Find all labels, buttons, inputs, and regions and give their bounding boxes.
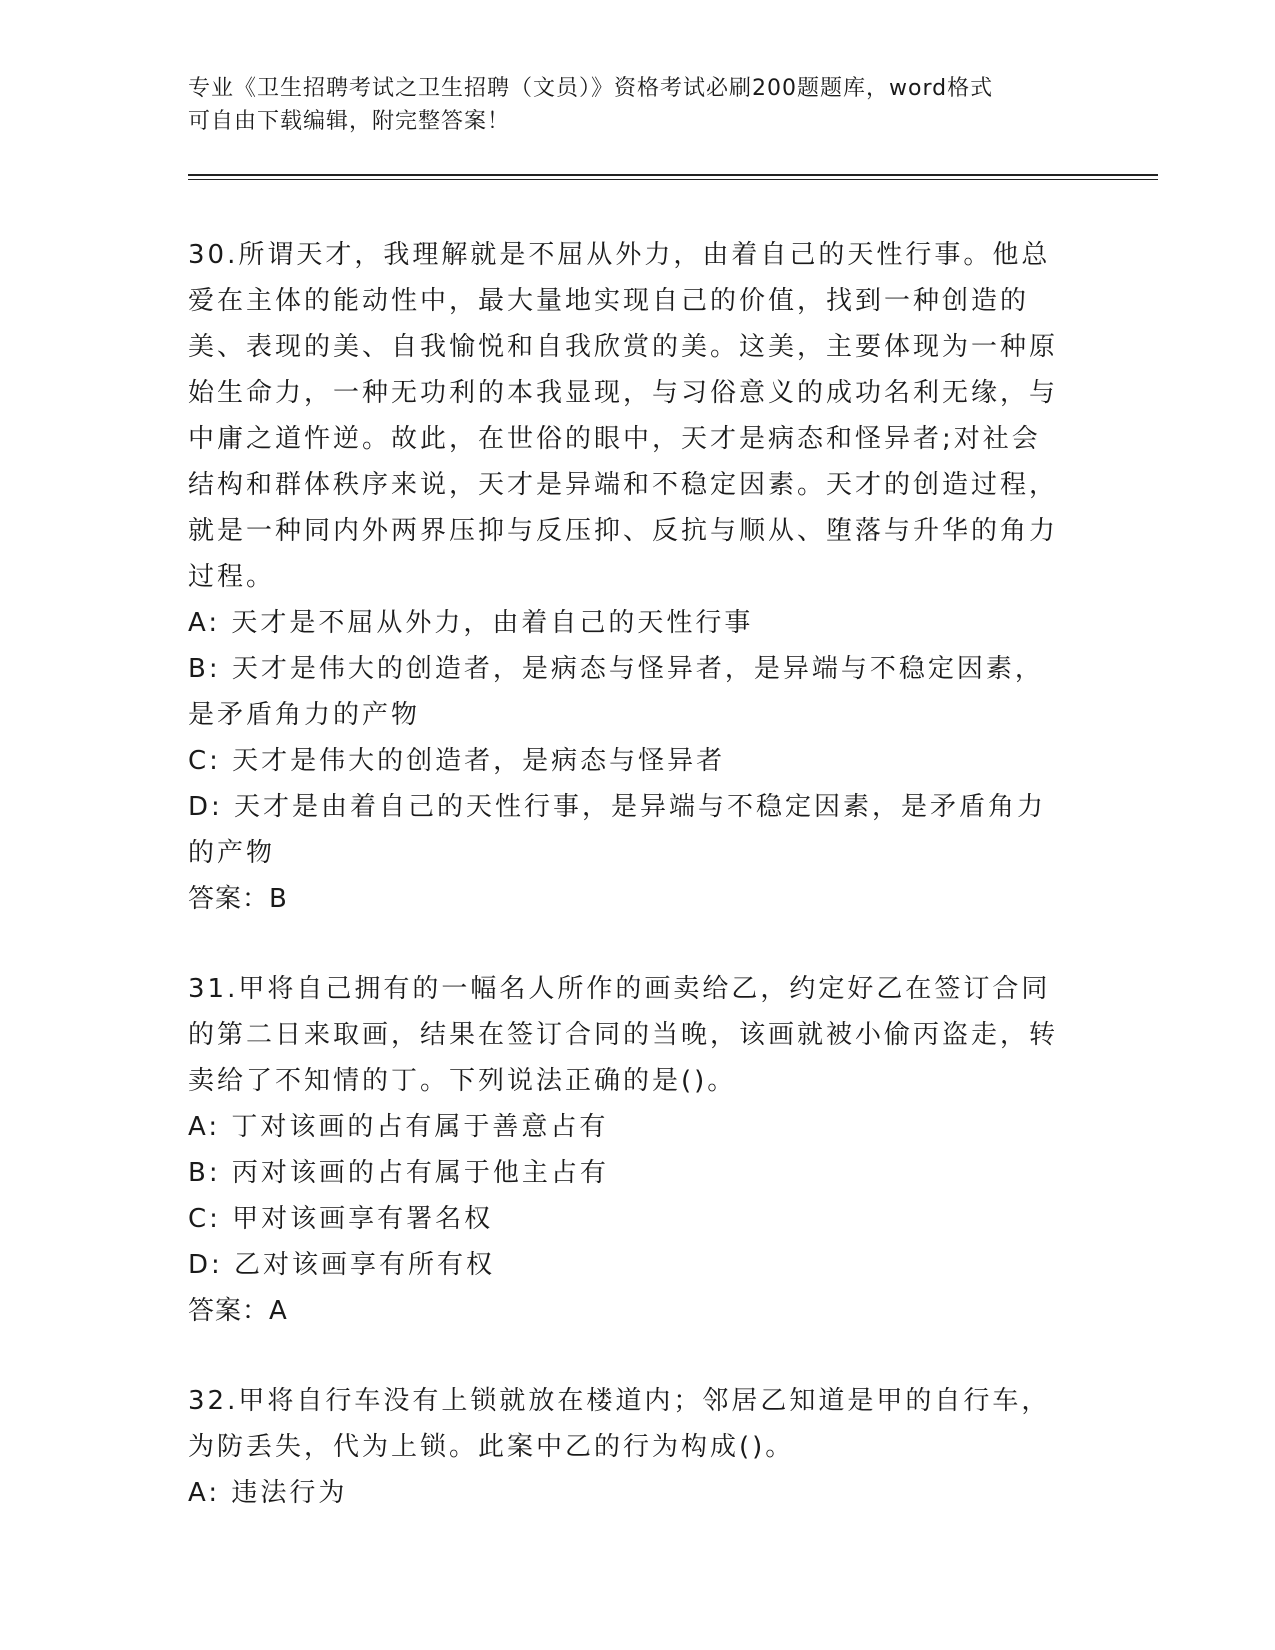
answer-label: 答案：A [188, 1296, 288, 1326]
option-a: A: 违法行为 [188, 1478, 348, 1508]
header-title-line-1: 专业《卫生招聘考试之卫生招聘（文员）》资格考试必刷200题题库，word格式 [188, 76, 994, 101]
option-c: C: 甲对该画享有署名权 [188, 1204, 494, 1234]
document-header [188, 72, 1088, 138]
option-d: D: 天才是由着自己的天性行事，是异端与不稳定因素，是矛盾角力的产物 [188, 792, 1047, 868]
answer-label: 答案：B [188, 884, 288, 914]
option-b: B: 丙对该画的占有属于他主占有 [188, 1158, 609, 1188]
option-a: A: 丁对该画的占有属于善意占有 [188, 1112, 609, 1142]
question-text: 31.甲将自己拥有的一幅名人所作的画卖给乙，约定好乙在签订合同的第二日来取画，结果在签订合同的当晚，该画就被小偷丙盗走，转卖给了不知情的丁。下列说法正确的是()。 [188, 974, 1059, 1096]
question-text: 30.所谓天才，我理解就是不屈从外力，由着自己的天性行事。他总爱在主体的能动性中，最大量地实现自己的价值，找到一种创造的美、表现的美、自我愉悦和自我欣赏的美。这美，主要体现为一种原始生命力，一种无功利的本我显现，与习俗意义的成功名利无缘，与中庸之道忤逆。故此，在世俗的眼中，天才是病态和怪异者;对社会结构和群体秩序来说，天才是异端和不稳定因素。天才的创造过程，就是一种同内外两界压抑与反压抑、反抗与顺从、堕落与升华的角力过程。 [188, 240, 1059, 592]
question-list [188, 232, 1068, 1516]
option-a: A: 天才是不屈从外力，由着自己的天性行事 [188, 608, 754, 638]
option-b: B: 天才是伟大的创造者，是病态与怪异者，是异端与不稳定因素，是矛盾角力的产物 [188, 654, 1044, 730]
option-d: D: 乙对该画享有所有权 [188, 1250, 496, 1280]
question-31 [188, 966, 1068, 1334]
header-title-line-2: 可自由下载编辑，附完整答案！ [188, 109, 511, 134]
question-30 [188, 232, 1068, 922]
question-32 [188, 1378, 1068, 1516]
header-divider [188, 174, 1158, 180]
option-c: C: 天才是伟大的创造者，是病态与怪异者 [188, 746, 726, 776]
question-text: 32.甲将自行车没有上锁就放在楼道内；邻居乙知道是甲的自行车，为防丢失，代为上锁。此案中乙的行为构成()。 [188, 1386, 1051, 1462]
document-page [188, 72, 1158, 1560]
